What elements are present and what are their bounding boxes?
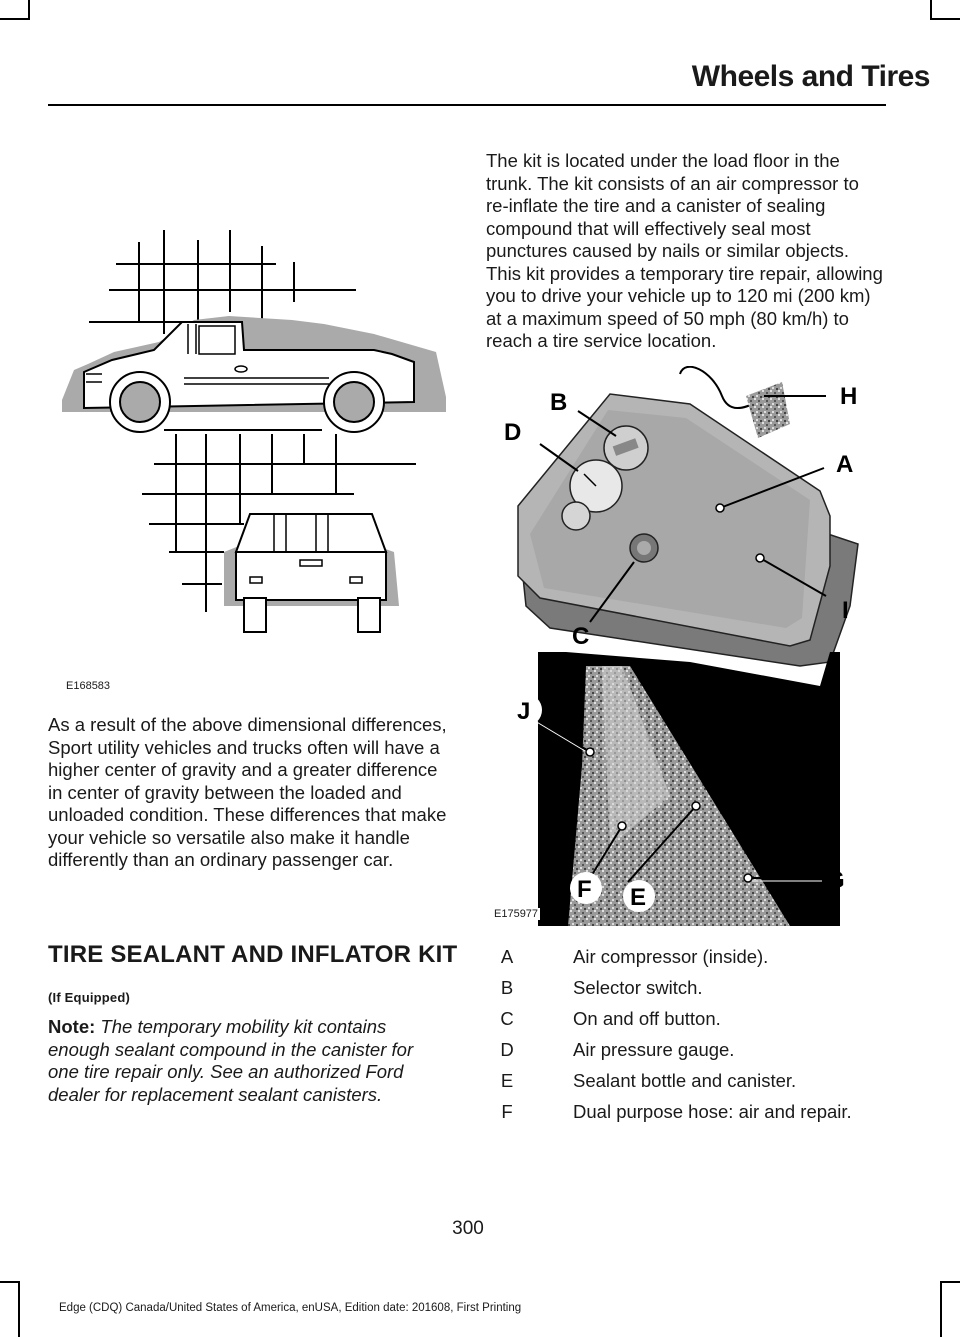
crop-mark <box>18 1281 20 1337</box>
legend-text: Dual purpose hose: air and repair. <box>573 1101 852 1122</box>
note-text: The temporary mobility kit contains enough sealant compound in the canister for one tire repair only. See an authorized Ford dealer for replacement sealant canisters. <box>48 1016 414 1105</box>
legend-text: Sealant bottle and canister. <box>573 1070 797 1091</box>
crop-mark <box>0 18 30 20</box>
legend-row-b <box>486 977 886 1000</box>
callout-j: J <box>517 698 531 725</box>
figure-code-e175977: E175977 <box>494 908 539 920</box>
tire-sealant-kit-illustration <box>490 366 860 926</box>
crop-mark <box>28 0 30 20</box>
crop-mark <box>940 1281 960 1283</box>
section-title <box>48 935 468 1018</box>
crop-mark <box>930 18 960 20</box>
crop-mark <box>0 1281 20 1283</box>
footer-edition-info: Edge (CDQ) Canada/United States of America, enUSA, Edition date: 201608, First Printing <box>59 1302 522 1314</box>
legend-row-c <box>486 1008 886 1031</box>
note-paragraph <box>48 1016 448 1106</box>
legend-text: Selector switch. <box>573 977 703 998</box>
legend-row-d <box>486 1039 886 1062</box>
callout-d: D <box>504 419 522 446</box>
paragraph-kit-location: The kit is located under the load floor in the trunk. The kit consists of an air compressor to re-inflate the tire and a canister of sealing compound that will effectively seal most punctures caused by nails or similar objects. This kit provides a temporary tire repair, allowing you to drive your vehicle up to 120 mi (200 km) at a maximum speed of 50 mph (80 km/h) to reach a tire service location. <box>486 150 883 351</box>
legend-key: E <box>500 1070 514 1091</box>
callout-c: C <box>572 623 590 650</box>
legend-key: B <box>500 977 514 998</box>
page-header-title: Wheels and Tires <box>691 60 930 93</box>
callout-e: E <box>630 884 647 911</box>
callout-i: I <box>842 597 849 624</box>
vehicle-dimension-illustration <box>54 222 454 692</box>
figure-code-e168583: E168583 <box>66 680 111 692</box>
callout-g: G <box>826 867 845 894</box>
legend-row-f <box>486 1101 886 1124</box>
callout-b: B <box>550 389 568 416</box>
legend-row-e <box>486 1070 886 1093</box>
legend-key: A <box>500 946 514 967</box>
legend-text: Air pressure gauge. <box>573 1039 735 1060</box>
legend-text: On and off button. <box>573 1008 721 1029</box>
callout-f: F <box>577 876 592 903</box>
callout-legend <box>486 946 886 1132</box>
header-divider <box>48 104 886 106</box>
legend-row-a <box>486 946 886 969</box>
section-title-text: TIRE SEALANT AND INFLATOR KIT <box>48 941 458 968</box>
legend-key: F <box>501 1101 513 1122</box>
callout-h: H <box>840 383 858 410</box>
legend-key: C <box>500 1008 514 1029</box>
crop-mark <box>940 1281 942 1337</box>
crop-mark <box>930 0 932 20</box>
note-label: Note: <box>48 1016 96 1037</box>
section-title-suffix: (If Equipped) <box>48 990 131 1005</box>
legend-text: Air compressor (inside). <box>573 946 769 967</box>
page-number: 300 <box>452 1218 484 1239</box>
callout-a: A <box>836 451 854 478</box>
paragraph-dimensional-differences: As a result of the above dimensional differences, Sport utility vehicles and trucks often will have a higher center of gravity and a greater difference in center of gravity between the loaded and unloaded condition. These differences that make your vehicle so versatile also make it handle differently than an ordinary passenger car. <box>48 714 447 870</box>
legend-key: D <box>500 1039 514 1060</box>
